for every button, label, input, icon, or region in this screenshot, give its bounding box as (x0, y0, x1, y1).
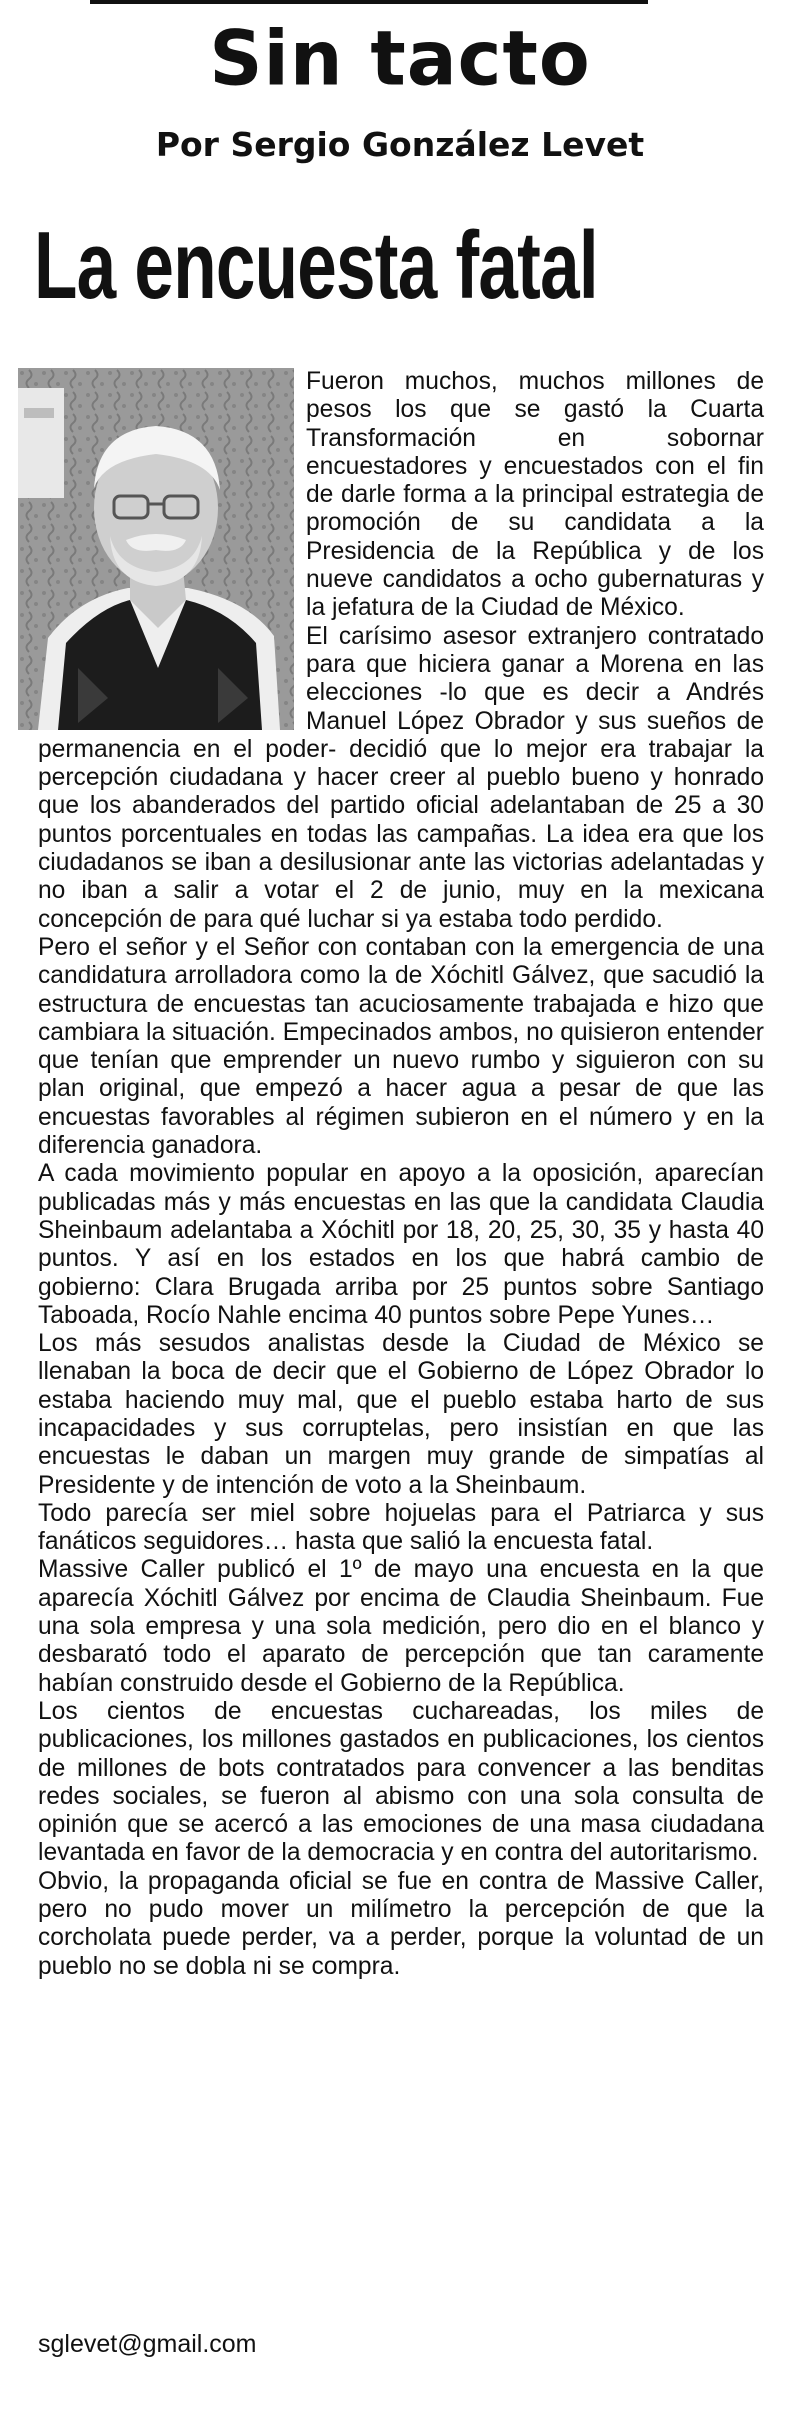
paragraph: Todo parecía ser miel sobre hojuelas para el Patriarca y sus fanáticos seguidores… hasta que salió la encuesta fatal. (38, 1499, 764, 1556)
paragraph: A cada movimiento popular en apoyo a la oposición, aparecían publicadas más y más encuestas en las que la candidata Claudia Sheinbaum adelantaba a Xóchitl por 18, 20, 25, 30, 35 y hasta 40 puntos. Y así en los estados en los que habrá cambio de gobierno: Clara Brugada arriba por 25 puntos sobre Santiago Taboada, Rocío Nahle encima 40 puntos sobre Pepe Yunes… (38, 1160, 764, 1329)
top-rule (90, 0, 648, 4)
paragraph: Los cientos de encuestas cuchareadas, los miles de publicaciones, los millones gastados en publicaciones, los cientos de millones de bots contratados para convencer a las benditas redes sociales, se fueron al abismo con una sola consulta de opinión que se acercó a las emociones de una masa ciudadana levantada en favor de la democracia y en contra del autoritarismo. (38, 1697, 764, 1867)
headline: La encuesta fatal (34, 212, 598, 319)
column-title: Sin tacto (209, 15, 591, 103)
paragraph: Pero el señor y el Señor con contaban con la emergencia de una candidatura arrolladora como la de Xóchitl Gálvez, que sacudió la estructura de encuestas tan acuciosamente trabajada e hizo que cambiara la situación. Empecinados ambos, no quisieron entender que tenían que emprender un nuevo rumbo y siguieron con su plan original, que empezó a hacer agua a pesar de que las encuestas favorables al régimen subieron en el número y en la diferencia ganadora. (38, 933, 764, 1160)
paragraph: Los más sesudos analistas desde la Ciudad de México se llenaban la boca de decir que el Gobierno de López Obrador lo estaba haciendo muy mal, que el pueblo estaba harto de sus incapacidades y sus corruptelas, pero insistían en que las encuestas le daban un margen muy grande de simpatías al Presidente y de intención de voto a la Sheinbaum. (38, 1330, 764, 1499)
paragraph: Massive Caller publicó el 1º de mayo una encuesta en la que aparecía Xóchitl Gálvez por encima de Claudia Sheinbaum. Fue una sola empresa y una sola medición, pero dio en el blanco y desbarató todo el aparato de percepción que tan caramente habían construido desde el Gobierno de la República. (38, 1556, 764, 1697)
paragraph: Obvio, la propaganda oficial se fue en contra de Massive Caller, pero no pudo mover un milímetro la percepción de que la corcholata puede perder, va a perder, porque la voluntad de un pueblo no se dobla ni se compra. (38, 1867, 764, 1980)
byline: Por Sergio González Levet (155, 125, 645, 164)
paragraph: Fueron muchos, muchos millones de pesos los que se gastó la Cuarta Transformación en sobornar encuestadores y encuestados con el fin de darle forma a la principal estrategia de promoción de su candidata a la Presidencia de la República y de los nueve candidatos a ocho gubernaturas y la jefatura de la Ciudad de México. (306, 368, 764, 622)
author-email: sglevet@gmail.com (38, 2330, 257, 2358)
photo-spacer (18, 368, 306, 730)
paragraph: El carísimo asesor extranjero contratado para que hiciera ganar a Morena en las elecciones -lo que es decir a Andrés Manuel López Obrador y sus sueños de permanencia en el poder- decidió que lo mejor era trabajar la percepción ciudadana y hacer creer al pueblo bueno y honrado que los abanderados del partido oficial adelantaban de 25 a 30 puntos porcentuales en todas las campañas. La idea era que los ciudadanos se iban a desilusionar ante las victorias adelantadas y no iban a salir a votar el 2 de junio, muy en la mexicana concepción de para qué luchar si ya estaba todo perdido. (38, 622, 764, 933)
article-body (38, 368, 764, 1981)
